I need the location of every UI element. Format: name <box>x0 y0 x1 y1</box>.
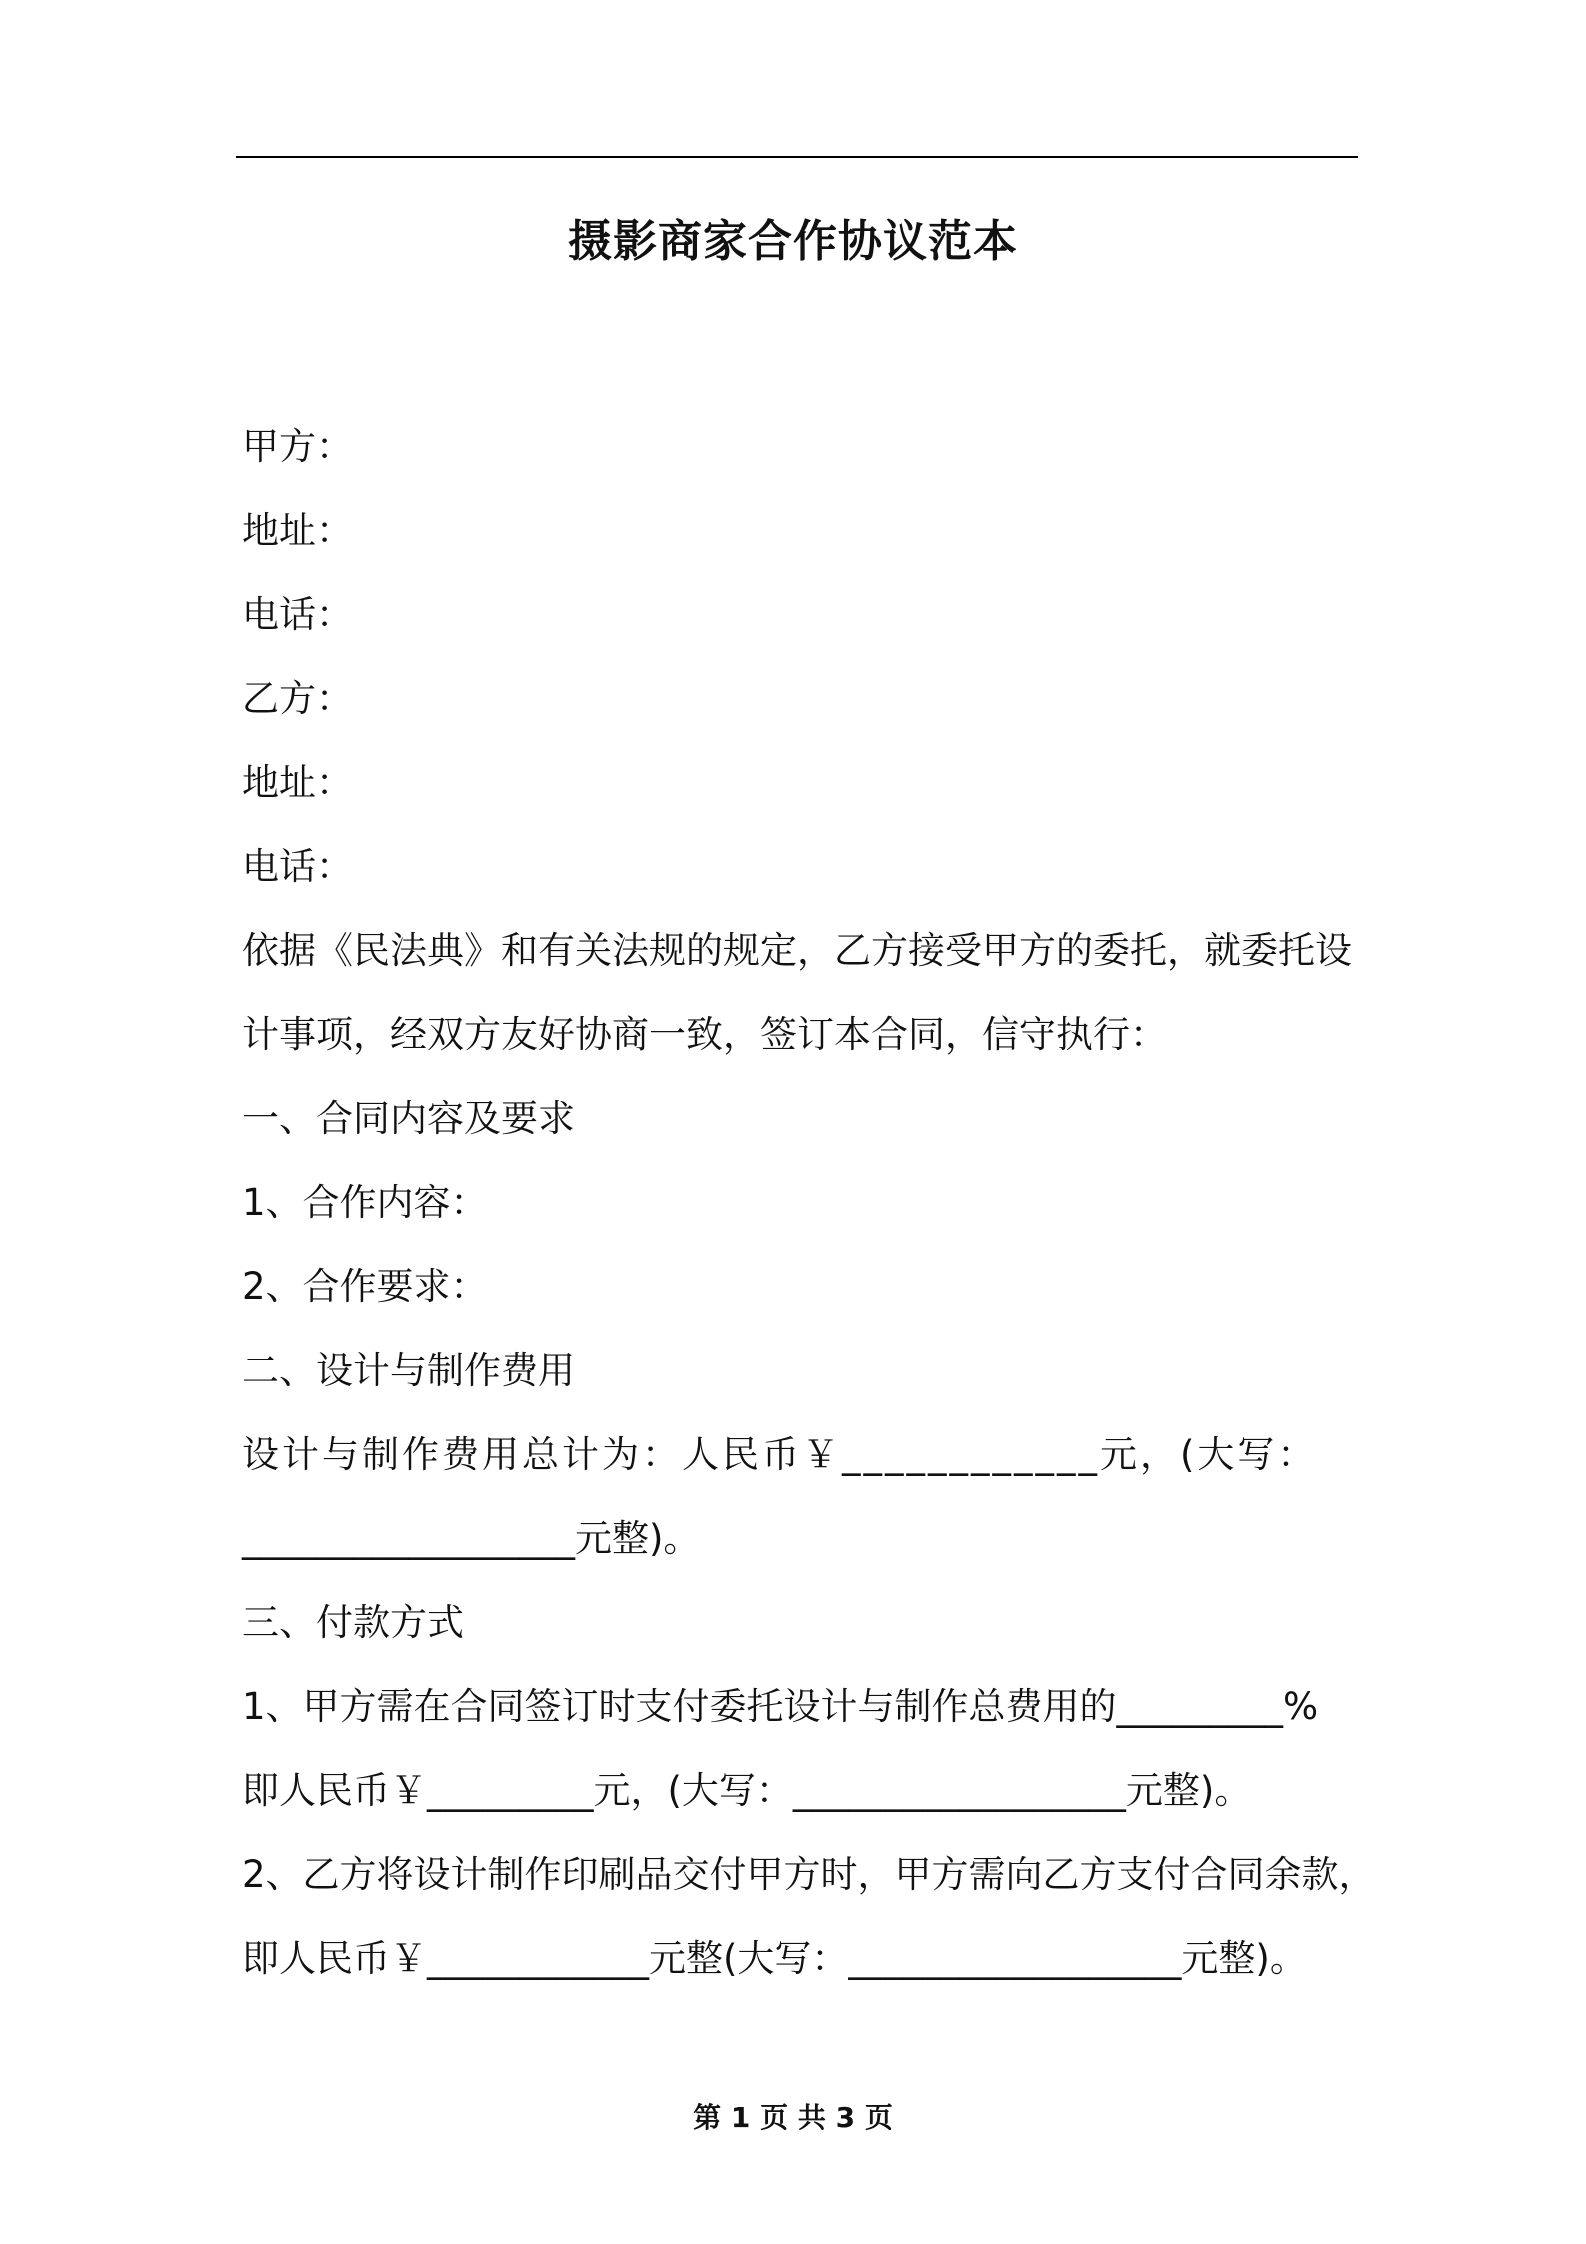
fee-total-line-1: 设计与制作费用总计为：人民币￥____________元，(大写： <box>242 1433 1318 1476</box>
party-b-address-label: 地址： <box>242 761 353 804</box>
payment-2-line-1: 2、乙方将设计制作印刷品交付甲方时，甲方需向乙方支付合同余款， <box>242 1853 1376 1896</box>
preamble-line-2: 计事项，经双方友好协商一致，签订本合同，信守执行： <box>242 1013 1167 1056</box>
document-body <box>242 405 1382 2001</box>
page-number-footer: 第 1 页 共 3 页 <box>693 2101 893 2134</box>
clause-1-1: 1、合作内容： <box>242 1181 488 1224</box>
header-divider <box>236 156 1358 158</box>
section-2-heading: 二、设计与制作费用 <box>242 1349 575 1392</box>
fee-total-line-2: __________________元整)。 <box>242 1517 701 1560</box>
party-a-label: 甲方： <box>242 425 353 468</box>
payment-1-line-2: 即人民币￥_________元，(大写：__________________元整)。 <box>242 1769 1252 1812</box>
party-a-address-label: 地址： <box>242 509 353 552</box>
party-b-label: 乙方： <box>242 677 353 720</box>
payment-2-line-2: 即人民币￥____________元整(大写：__________________元整)。 <box>242 1937 1307 1980</box>
preamble-line-1: 依据《民法典》和有关法规的规定，乙方接受甲方的委托，就委托设 <box>242 929 1352 972</box>
clause-1-2: 2、合作要求： <box>242 1265 488 1308</box>
payment-1-line-1: 1、甲方需在合同签订时支付委托设计与制作总费用的_________% <box>242 1685 1319 1728</box>
section-3-heading: 三、付款方式 <box>242 1601 464 1644</box>
document-title: 摄影商家合作协议范本 <box>568 216 1018 267</box>
party-a-phone-label: 电话： <box>242 593 353 636</box>
party-b-phone-label: 电话： <box>242 845 353 888</box>
section-1-heading: 一、合同内容及要求 <box>242 1097 575 1140</box>
